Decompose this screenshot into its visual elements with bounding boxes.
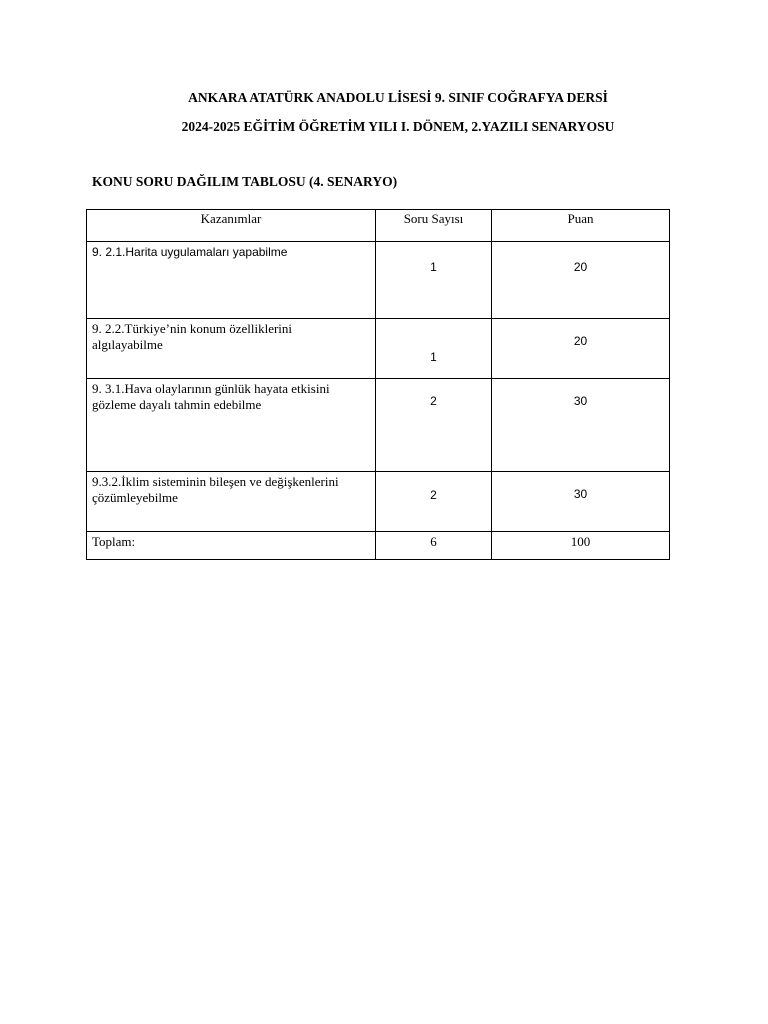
kazanim-text: 9. 3.1.Hava olaylarının günlük hayata etkisini gözleme dayalı tahmin edebilme bbox=[92, 381, 330, 412]
table-header-row bbox=[87, 210, 670, 242]
total-puan-cell bbox=[492, 532, 670, 560]
kazanim-text: 9.3.2.İklim sisteminin bileşen ve değişkenlerini çözümleyebilme bbox=[92, 474, 339, 505]
document-title-line-1: ANKARA ATATÜRK ANADOLU LİSESİ 9. SINIF COĞRAFYA DERSİ bbox=[188, 90, 608, 105]
document-title-line-2: 2024-2025 EĞİTİM ÖĞRETİM YILI I. DÖNEM, 2.YAZILI SENARYOSU bbox=[181, 119, 615, 134]
soru-value: 1 bbox=[430, 350, 437, 364]
puan-value: 30 bbox=[573, 394, 588, 408]
kazanim-cell bbox=[87, 472, 376, 532]
soru-value: 1 bbox=[430, 260, 437, 274]
total-soru-cell bbox=[376, 532, 492, 560]
soru-cell bbox=[376, 242, 492, 319]
table-total-row bbox=[87, 532, 670, 560]
kazanim-text: 9. 2.1.Harita uygulamaları yapabilme bbox=[92, 245, 288, 259]
soru-cell bbox=[376, 319, 492, 379]
header-soru-sayisi: Soru Sayısı bbox=[376, 210, 492, 242]
header-puan: Puan bbox=[492, 210, 670, 242]
kazanim-text: 9. 2.2.Türkiye’nin konum özelliklerini algılayabilme bbox=[92, 321, 293, 352]
soru-cell bbox=[376, 472, 492, 532]
puan-value: 20 bbox=[573, 260, 588, 274]
topic-distribution-table bbox=[86, 209, 670, 560]
puan-value: 20 bbox=[573, 334, 588, 348]
puan-cell bbox=[492, 319, 670, 379]
total-soru-value: 6 bbox=[430, 534, 437, 549]
table-row bbox=[87, 242, 670, 319]
puan-cell bbox=[492, 472, 670, 532]
total-label: Toplam: bbox=[92, 534, 136, 549]
soru-value: 2 bbox=[430, 488, 437, 502]
kazanim-cell bbox=[87, 319, 376, 379]
table-row bbox=[87, 472, 670, 532]
puan-cell bbox=[492, 379, 670, 472]
kazanim-cell bbox=[87, 379, 376, 472]
soru-cell bbox=[376, 379, 492, 472]
header-kazanimlar: Kazanımlar bbox=[87, 210, 376, 242]
table-heading: KONU SORU DAĞILIM TABLOSU (4. SENARYO) bbox=[92, 174, 398, 189]
total-puan-value: 100 bbox=[570, 534, 591, 549]
kazanim-cell bbox=[87, 242, 376, 319]
total-label-cell bbox=[87, 532, 376, 560]
table-row bbox=[87, 319, 670, 379]
soru-value: 2 bbox=[430, 394, 437, 408]
puan-cell bbox=[492, 242, 670, 319]
table-row bbox=[87, 379, 670, 472]
puan-value: 30 bbox=[573, 487, 588, 501]
